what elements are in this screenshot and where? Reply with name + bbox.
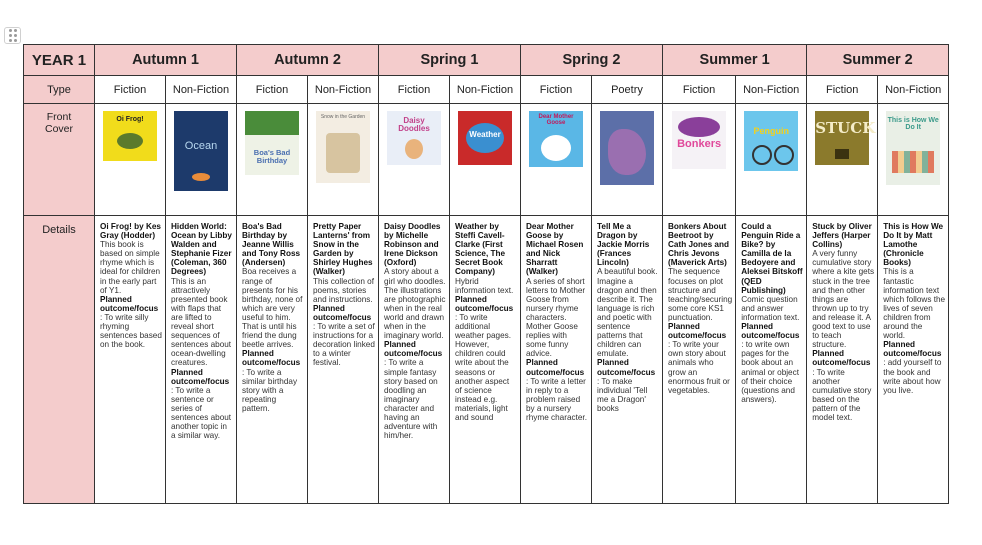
- details-body: The sequence focuses on plot structure and teaching/securing some core KS1 punctuation.: [668, 267, 733, 322]
- details-body: This is a fantastic information text which follows the lives of seven children from around the world.: [883, 267, 946, 341]
- details-title: Daisy Doodles by Michelle Robinson and Irene Dickson (Oxford): [384, 222, 441, 268]
- cover-cell: [450, 104, 521, 216]
- details-body: A beautiful book. Imagine a dragon and then describe it. The language is rich and poetic with sentence patterns that children can emulate.: [597, 267, 658, 359]
- outcome-text: : To write silly rhyming sentences based on the book.: [100, 312, 162, 350]
- outcome-text: : To write your own story about animals who grow an enormous fruit or vegetables.: [668, 340, 730, 395]
- details-body: This collection of poems, stories and instructions.: [313, 276, 374, 304]
- details-title: Oi Frog! by Kes Gray (Hodder): [100, 222, 161, 241]
- book-cover-stuck: STUCK: [815, 111, 869, 165]
- details-row-label: Details: [24, 216, 95, 504]
- outcome-text: : To make individual 'Tell me a Dragon' books: [597, 376, 648, 413]
- outcome-text: : To write a set of instructions for a decoration linked to a winter festival.: [313, 322, 375, 368]
- outcome-label: Planned outcome/focus: [812, 349, 871, 368]
- drag-handle-icon[interactable]: [4, 27, 21, 44]
- type-cell: Non-Fiction: [308, 76, 379, 104]
- details-title: This is How We Do It by Matt Lamothe (Chronicle Books): [883, 222, 944, 268]
- details-title: Bonkers About Beetroot by Cath Jones and Chris Jevons (Maverick Arts): [668, 222, 729, 268]
- details-title: Dear Mother Goose by Michael Rosen and Nick Sharratt (Walker): [526, 222, 584, 277]
- cover-cell: [807, 104, 878, 216]
- cover-cell: [592, 104, 663, 216]
- details-title: Tell Me a Dragon by Jackie Morris (Frances Lincoln): [597, 222, 650, 268]
- details-title: Boa's Bad Birthday by Jeanne Willis and Tony Ross (Andersen): [242, 222, 301, 268]
- details-body: Hybrid information text.: [455, 276, 514, 295]
- book-cover-snow-in-the-garden: Snow in the Garden: [316, 111, 370, 183]
- type-cell: Fiction: [521, 76, 592, 104]
- book-cover-tell-me-a-dragon: [600, 111, 654, 185]
- book-cover-oi-frog: Oi Frog!: [103, 111, 157, 161]
- term-heading-spring-2: Spring 2: [521, 45, 663, 76]
- outcome-label: Planned outcome/focus: [313, 303, 372, 322]
- details-cell: [521, 216, 592, 504]
- type-cell: Poetry: [592, 76, 663, 104]
- outcome-label: Planned outcome/focus: [242, 349, 301, 368]
- details-body: A very funny cumulative story where a kite gets stuck in the tree and then other things are thrown up to try and release it. A good text to use to teach structure.: [812, 249, 875, 350]
- outcome-text: : To write a sentence or series of sentences about another topic in a similar way.: [171, 385, 232, 441]
- details-body: A story about a girl who doodles. The illustrations are photographic when in the real world and drawn when in the imaginary world.: [384, 267, 446, 341]
- cover-label-line-2: Cover: [44, 123, 73, 135]
- cover-cell: [237, 104, 308, 216]
- details-title: Hidden World: Ocean by Libby Walden and Stephanie Fizer (Coleman, 360 Degrees): [171, 222, 232, 277]
- type-cell: Fiction: [379, 76, 450, 104]
- type-cell: Non-Fiction: [736, 76, 807, 104]
- type-cell: Fiction: [95, 76, 166, 104]
- outcome-label: Planned outcome/focus: [741, 322, 800, 341]
- type-cell: Non-Fiction: [878, 76, 949, 104]
- details-body: This book is based on simple rhyme which is ideal for children in the early part of Y1.: [100, 240, 161, 295]
- details-cell: [878, 216, 949, 504]
- cover-cell: [663, 104, 736, 216]
- term-heading-summer-1: Summer 1: [663, 45, 807, 76]
- details-cell: [308, 216, 379, 504]
- details-title: Pretty Paper Lanterns' from Snow in the Garden by Shirley Hughes (Walker): [313, 222, 373, 277]
- type-cell: Fiction: [663, 76, 736, 104]
- type-row-label: Type: [24, 76, 95, 104]
- outcome-label: Planned outcome/focus: [455, 294, 514, 313]
- cover-cell: [95, 104, 166, 216]
- term-heading-autumn-1: Autumn 1: [95, 45, 237, 76]
- book-cover-dear-mother-goose: Dear Mother Goose: [529, 111, 583, 167]
- details-cell: [237, 216, 308, 504]
- details-cell: [663, 216, 736, 504]
- outcome-text: : To write a letter in reply to a problem raised by a nursery rhyme character.: [526, 376, 587, 422]
- details-body: Comic question and answer information text.: [741, 294, 800, 322]
- outcome-label: Planned outcome/focus: [668, 322, 727, 341]
- details-body: This is an attractively presented book with flaps that are lifted to reveal short sequences of sentences about ocean-dwelling creatures.: [171, 276, 232, 368]
- year-heading: YEAR 1: [24, 45, 95, 76]
- outcome-label: Planned outcome/focus: [100, 294, 159, 313]
- details-cell: [592, 216, 663, 504]
- book-cover-weather: Weather: [458, 111, 512, 165]
- outcome-text: : to write own pages for the book about an animal or object of their choice (questions and answers).: [741, 340, 799, 404]
- cover-cell: [878, 104, 949, 216]
- details-cell: [166, 216, 237, 504]
- outcome-text: : To write additional weather pages. However, children could write about the seasons or another aspect of science instead e.g. materials, light and sound: [455, 312, 511, 422]
- book-cover-penguin: Penguin: [744, 111, 798, 171]
- type-cell: Non-Fiction: [450, 76, 521, 104]
- curriculum-table: [23, 44, 949, 504]
- cover-cell: [521, 104, 592, 216]
- type-cell: Fiction: [807, 76, 878, 104]
- term-heading-spring-1: Spring 1: [379, 45, 521, 76]
- cover-cell: [379, 104, 450, 216]
- cover-row-label: [24, 104, 95, 216]
- cover-cell: [308, 104, 379, 216]
- outcome-label: Planned outcome/focus: [171, 367, 230, 386]
- details-cell: [807, 216, 878, 504]
- book-cover-boas-bad-birthday: Boa's Bad Birthday: [245, 111, 299, 175]
- details-title: Could a Penguin Ride a Bike? by Camilla de la Bedoyere and Aleksei Bitskoff (QED Publishing): [741, 222, 803, 295]
- type-cell: Fiction: [237, 76, 308, 104]
- cover-cell: [166, 104, 237, 216]
- book-cover-daisy-doodles: Daisy Doodles: [387, 111, 441, 165]
- details-body: A series of short letters to Mother Goose from nursery rhyme characters. Mother Goose replies with some funny advice.: [526, 276, 586, 359]
- cover-label-line-1: Front: [46, 111, 72, 123]
- details-title: Stuck by Oliver Jeffers (Harper Collins): [812, 222, 872, 250]
- outcome-text: : To write another cumulative story based on the pattern of the model text.: [812, 367, 872, 422]
- details-cell: [95, 216, 166, 504]
- outcome-label: Planned outcome/focus: [597, 358, 656, 377]
- outcome-label: Planned outcome/focus: [384, 340, 443, 359]
- details-cell: [736, 216, 807, 504]
- type-cell: Non-Fiction: [166, 76, 237, 104]
- book-cover-ocean: Ocean: [174, 111, 228, 191]
- details-title: Weather by Steffi Cavell-Clarke (First Science, The Secret Book Company): [455, 222, 506, 277]
- term-heading-autumn-2: Autumn 2: [237, 45, 379, 76]
- term-heading-summer-2: Summer 2: [807, 45, 949, 76]
- outcome-text: : add yourself to the book and write about how you live.: [883, 358, 942, 395]
- outcome-text: : To write a similar birthday story with a repeating pattern.: [242, 367, 298, 413]
- outcome-label: Planned outcome/focus: [883, 340, 942, 359]
- details-cell: [450, 216, 521, 504]
- book-cover-bonkers: Bonkers: [672, 111, 726, 169]
- outcome-text: : To write a simple fantasy story based on doodling an imaginary character and having an adventure with him/her.: [384, 358, 438, 441]
- cover-cell: [736, 104, 807, 216]
- details-cell: [379, 216, 450, 504]
- book-cover-this-is-how-we-do-it: This is How We Do It: [886, 111, 940, 185]
- details-body: Boa receives a range of presents for his birthday, none of which are very useful to him. That is until his friend the dung beetle arrives.: [242, 267, 303, 350]
- outcome-label: Planned outcome/focus: [526, 358, 585, 377]
